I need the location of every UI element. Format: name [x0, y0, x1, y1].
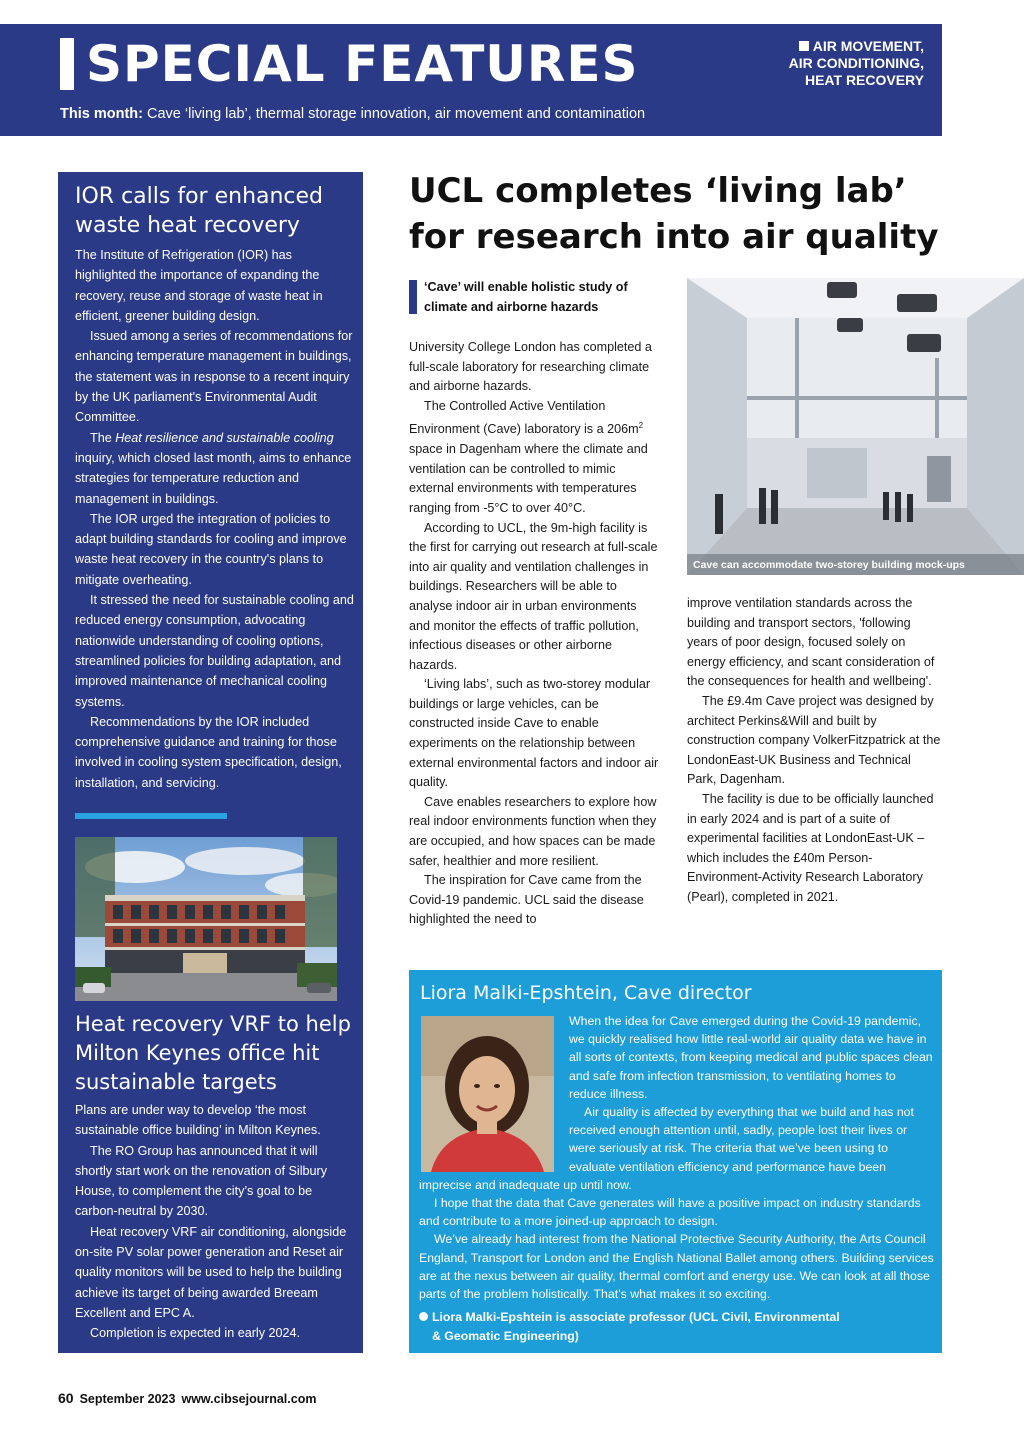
- subtitle-label: This month:: [60, 106, 143, 122]
- vrf-paragraph: Completion is expected in early 2024.: [90, 1326, 301, 1341]
- section-divider: [75, 813, 227, 819]
- article-paragraph: According to UCL, the 9m-high facility is the first for carrying out research at full-scale into air quality and ventilation challenges in buildings. Researchers will be able to analyse indoor air in urban environments and monitor the effects of traffic pollution, infectious diseases or other airborne hazards.: [409, 520, 658, 672]
- quote-paragraph: I hope that the data that Cave generates will have a positive impact on industry standards and contribute to a more joined-up approach to design.: [419, 1196, 921, 1229]
- issue-date: September 2023: [79, 1392, 176, 1406]
- article-headline: UCL completes ‘living lab’ for research into air quality: [409, 171, 939, 257]
- quote-paragraph: We’ve already had interest from the National Protective Security Authority, the Arts Council England, Transport for London and the English National Ballet among others. Building services are at the nexus between air quality, thermal comfort and energy use. We can look at all those parts of the problem holistically. That’s what makes it so exciting.: [419, 1232, 934, 1302]
- ior-text: inquiry, which closed last month, aims to enhance strategies for temperature reduction and management in buildings.: [75, 450, 352, 506]
- article-paragraph: Cave enables researchers to explore how real indoor environments function when they are occupied, and how spaces can be made safer, healthier and more resilient.: [409, 794, 657, 868]
- vrf-body: [75, 1100, 350, 1344]
- quote-credit: [419, 1308, 889, 1346]
- page-number: 60: [58, 1390, 74, 1406]
- tag-1: AIR MOVEMENT,: [812, 38, 924, 54]
- journal-url[interactable]: www.cibsejournal.com: [181, 1392, 317, 1406]
- ior-paragraph: [75, 428, 355, 509]
- vrf-paragraph: Heat recovery VRF air conditioning, alongside on-site PV solar power generation and Reset air quality monitors will be used to help the building achieve its target of being awarded Breeam Excellent and EPC A.: [75, 1224, 347, 1320]
- sidebar-news-column: [58, 172, 363, 1353]
- superscript: 2: [638, 421, 644, 431]
- ior-paragraph: Issued among a series of recommendations for enhancing temperature management in buildings, the statement was in response to a recent inquiry by the UK parliament's Environmental Audit Committee.: [75, 329, 353, 425]
- office-building-photo: [75, 837, 337, 1001]
- banner-subtitle: [60, 106, 645, 122]
- article-paragraph: ‘Living labs’, such as two-storey modular buildings or large vehicles, can be constructed inside Cave to enable experiments on the relationship between external environmental factors and indoor air quality.: [409, 677, 659, 790]
- credit-line-2: & Geomatic Engineering): [432, 1329, 579, 1343]
- banner-tags: [789, 38, 924, 89]
- bullet-dot-icon: [419, 1312, 428, 1321]
- article-paragraph: University College London has completed a full-scale laboratory for researching climate and airborne hazards.: [409, 340, 652, 394]
- lab-interior-illustration: [687, 278, 1024, 575]
- article-paragraph: The £9.4m Cave project was designed by architect Perkins&Will and built by construction company VolkerFitzpatrick at the LondonEast-UK Business and Technical Park, Dagenham.: [687, 693, 941, 787]
- banner-accent-bar: [60, 38, 74, 90]
- article-paragraph: improve ventilation standards across the building and transport sectors, 'following years of poor design, focused solely on energy efficiency, and scant consideration of the consequences for health and wellbeing'.: [687, 596, 935, 689]
- ior-body: [75, 245, 355, 793]
- vrf-paragraph: The RO Group has announced that it will shortly start work on the renovation of Silbury House, to complement the city’s goal to be carbon-neutral by 2030.: [75, 1143, 327, 1219]
- photo-caption: Cave can accommodate two-storey building mock-ups: [693, 559, 965, 571]
- article-column-1: [409, 338, 661, 930]
- article-column-2: [687, 594, 942, 908]
- inquiry-title: Heat resilience and sustainable cooling: [115, 430, 334, 445]
- vrf-paragraph: Plans are under way to develop ‘the most sustainable office building’ in Milton Keynes.: [75, 1103, 321, 1138]
- subtitle-text: Cave ‘living lab’, thermal storage innovation, air movement and contamination: [142, 106, 646, 122]
- section-banner: [0, 24, 942, 136]
- building-illustration: [75, 837, 337, 1001]
- ior-paragraph: The Institute of Refrigeration (IOR) has highlighted the importance of expanding the recovery, reuse and storage of waste heat in efficient, greener building design.: [75, 248, 323, 323]
- square-bullet-icon: [799, 41, 809, 51]
- ior-paragraph: Recommendations by the IOR included comprehensive guidance and training for those involved in cooling system specification, design, installation, and servicing.: [75, 714, 342, 790]
- vrf-headline: Heat recovery VRF to help Milton Keynes office hit sustainable targets: [75, 1012, 351, 1094]
- quote-paragraph: Air quality is affected by everything that we build and has not received enough attention until, sadly, people lost their lives or were seriously at risk. The criteria that we’ve been using to evaluate ventilation efficiency and performance have been imprecise and inadequate up until now.: [419, 1105, 914, 1192]
- tag-2: AIR CONDITIONING,: [788, 55, 924, 71]
- article-text: The Controlled Active Ventilation Environment (Cave) laboratory is a 206m: [409, 398, 639, 437]
- ior-text: The: [90, 430, 116, 445]
- tag-3: HEAT RECOVERY: [804, 72, 924, 88]
- cave-lab-photo: [687, 278, 1024, 575]
- article-standfirst: ‘Cave’ will enable holistic study of climate and airborne hazards: [424, 280, 628, 314]
- quote-body: [419, 1012, 935, 1303]
- article-text: space in Dagenham where the climate and ventilation can be controlled to mimic external environments with temperatures ranging from -5°C to over 40°C.: [409, 442, 648, 515]
- page-footer: [58, 1390, 316, 1406]
- ior-paragraph: The IOR urged the integration of policies to adapt building standards for cooling and improve waste heat recovery in the country's plans to mitigate overheating.: [75, 511, 347, 587]
- quote-title: Liora Malki-Epshtein, Cave director: [420, 982, 752, 1004]
- credit-line-1: Liora Malki-Epshtein is associate professor (UCL Civil, Environmental: [432, 1310, 840, 1324]
- ior-paragraph: It stressed the need for sustainable cooling and reduced energy consumption, advocating nationwide understanding of cooling options, streamlined policies for building adaptation, and improved maintenance of mechanical cooling systems.: [75, 593, 354, 709]
- director-quote-box: [409, 970, 942, 1353]
- ior-headline: IOR calls for enhanced waste heat recovery: [75, 184, 324, 238]
- standfirst-bar: [409, 280, 417, 314]
- quote-paragraph: When the idea for Cave emerged during the Covid-19 pandemic, we quickly realised how little real-world air quality data we have in all sorts of contexts, from keeping medical and public spaces clean and safe from infection transmission, to ventilating homes to reduce illness.: [569, 1014, 933, 1101]
- article-paragraph: The facility is due to be officially launched in early 2024 and is part of a suite of experimental facilities at LondonEast-UK – which includes the £40m Person-Environment-Activity Research Laboratory (Pearl), completed in 2021.: [687, 791, 934, 904]
- section-title: SPECIAL FEATURES: [86, 35, 639, 93]
- article-paragraph: [409, 397, 661, 519]
- article-paragraph: The inspiration for Cave came from the Covid-19 pandemic. UCL said the disease highlighted the need to: [409, 873, 644, 927]
